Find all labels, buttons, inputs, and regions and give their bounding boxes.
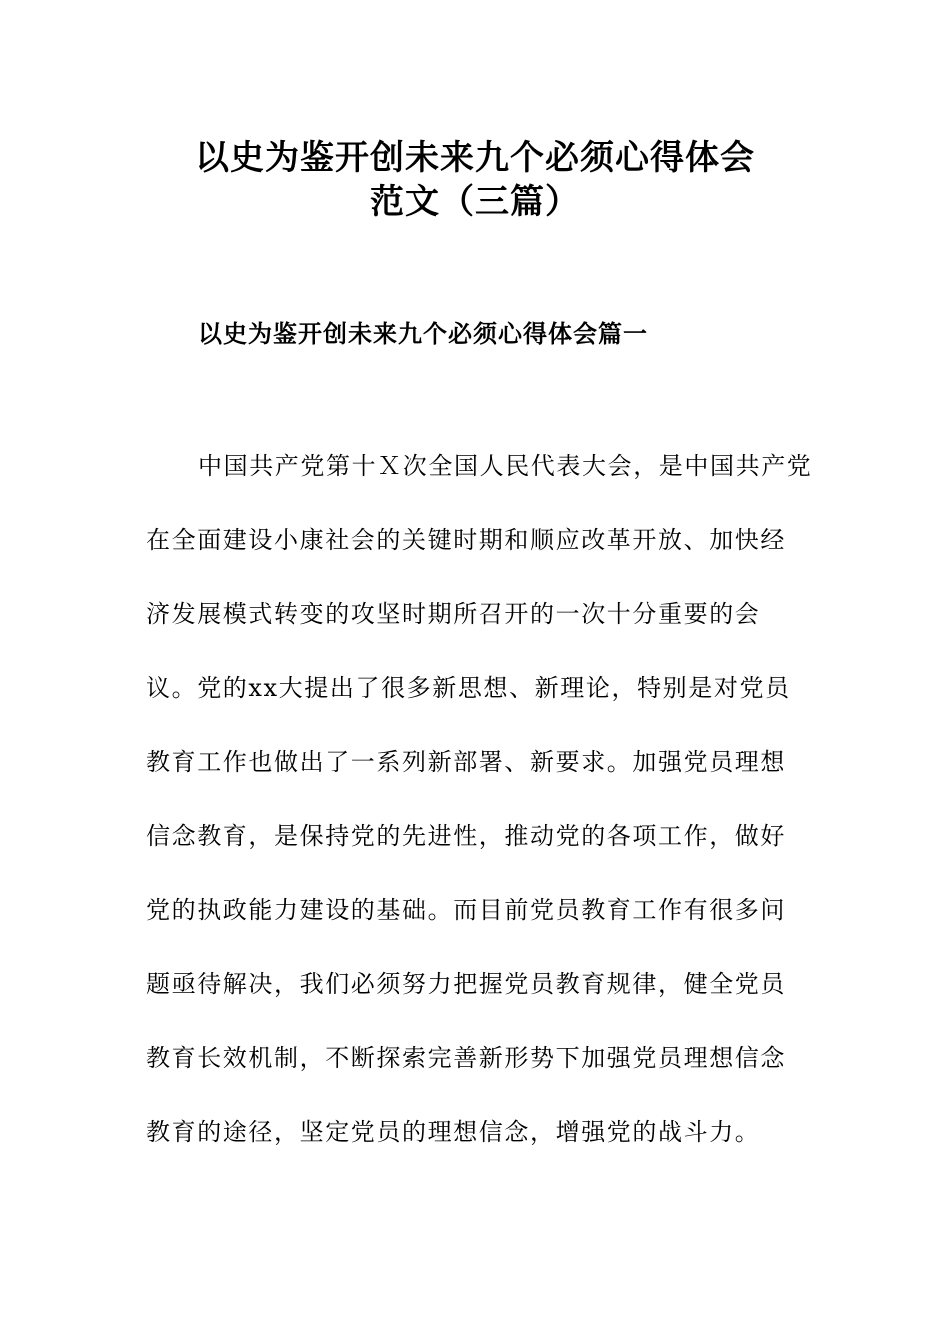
paragraph-line-8: 题亟待解决，我们必须努力把握党员教育规律，健全党员 [146, 970, 786, 998]
paragraph-line-4: 议。党的xx大提出了很多新思想、新理论，特别是对党员 [146, 674, 791, 702]
paragraph-line-10: 教育的途径，坚定党员的理想信念，增强党的战斗力。 [146, 1118, 761, 1146]
paragraph-line-3: 济发展模式转变的攻坚时期所召开的一次十分重要的会 [146, 600, 761, 628]
paragraph-line-5: 教育工作也做出了一系列新部署、新要求。加强党员理想 [146, 748, 786, 776]
paragraph-line-6: 信念教育，是保持党的先进性，推动党的各项工作，做好 [146, 822, 786, 850]
paragraph-line-9: 教育长效机制，不断探索完善新形势下加强党员理想信念 [146, 1044, 786, 1072]
paragraph-line-7: 党的执政能力建设的基础。而目前党员教育工作有很多问 [146, 896, 786, 924]
document-title-line-1: 以史为鉴开创未来九个必须心得体会 [195, 138, 755, 178]
section-heading: 以史为鉴开创未来九个必须心得体会篇一 [198, 320, 648, 348]
document-title-line-2: 范文（三篇） [370, 182, 580, 222]
paragraph-line-1: 中国共产党第十Ｘ次全国人民代表大会，是中国共产党 [198, 452, 813, 480]
paragraph-line-2: 在全面建设小康社会的关键时期和顺应改革开放、加快经 [146, 526, 786, 554]
